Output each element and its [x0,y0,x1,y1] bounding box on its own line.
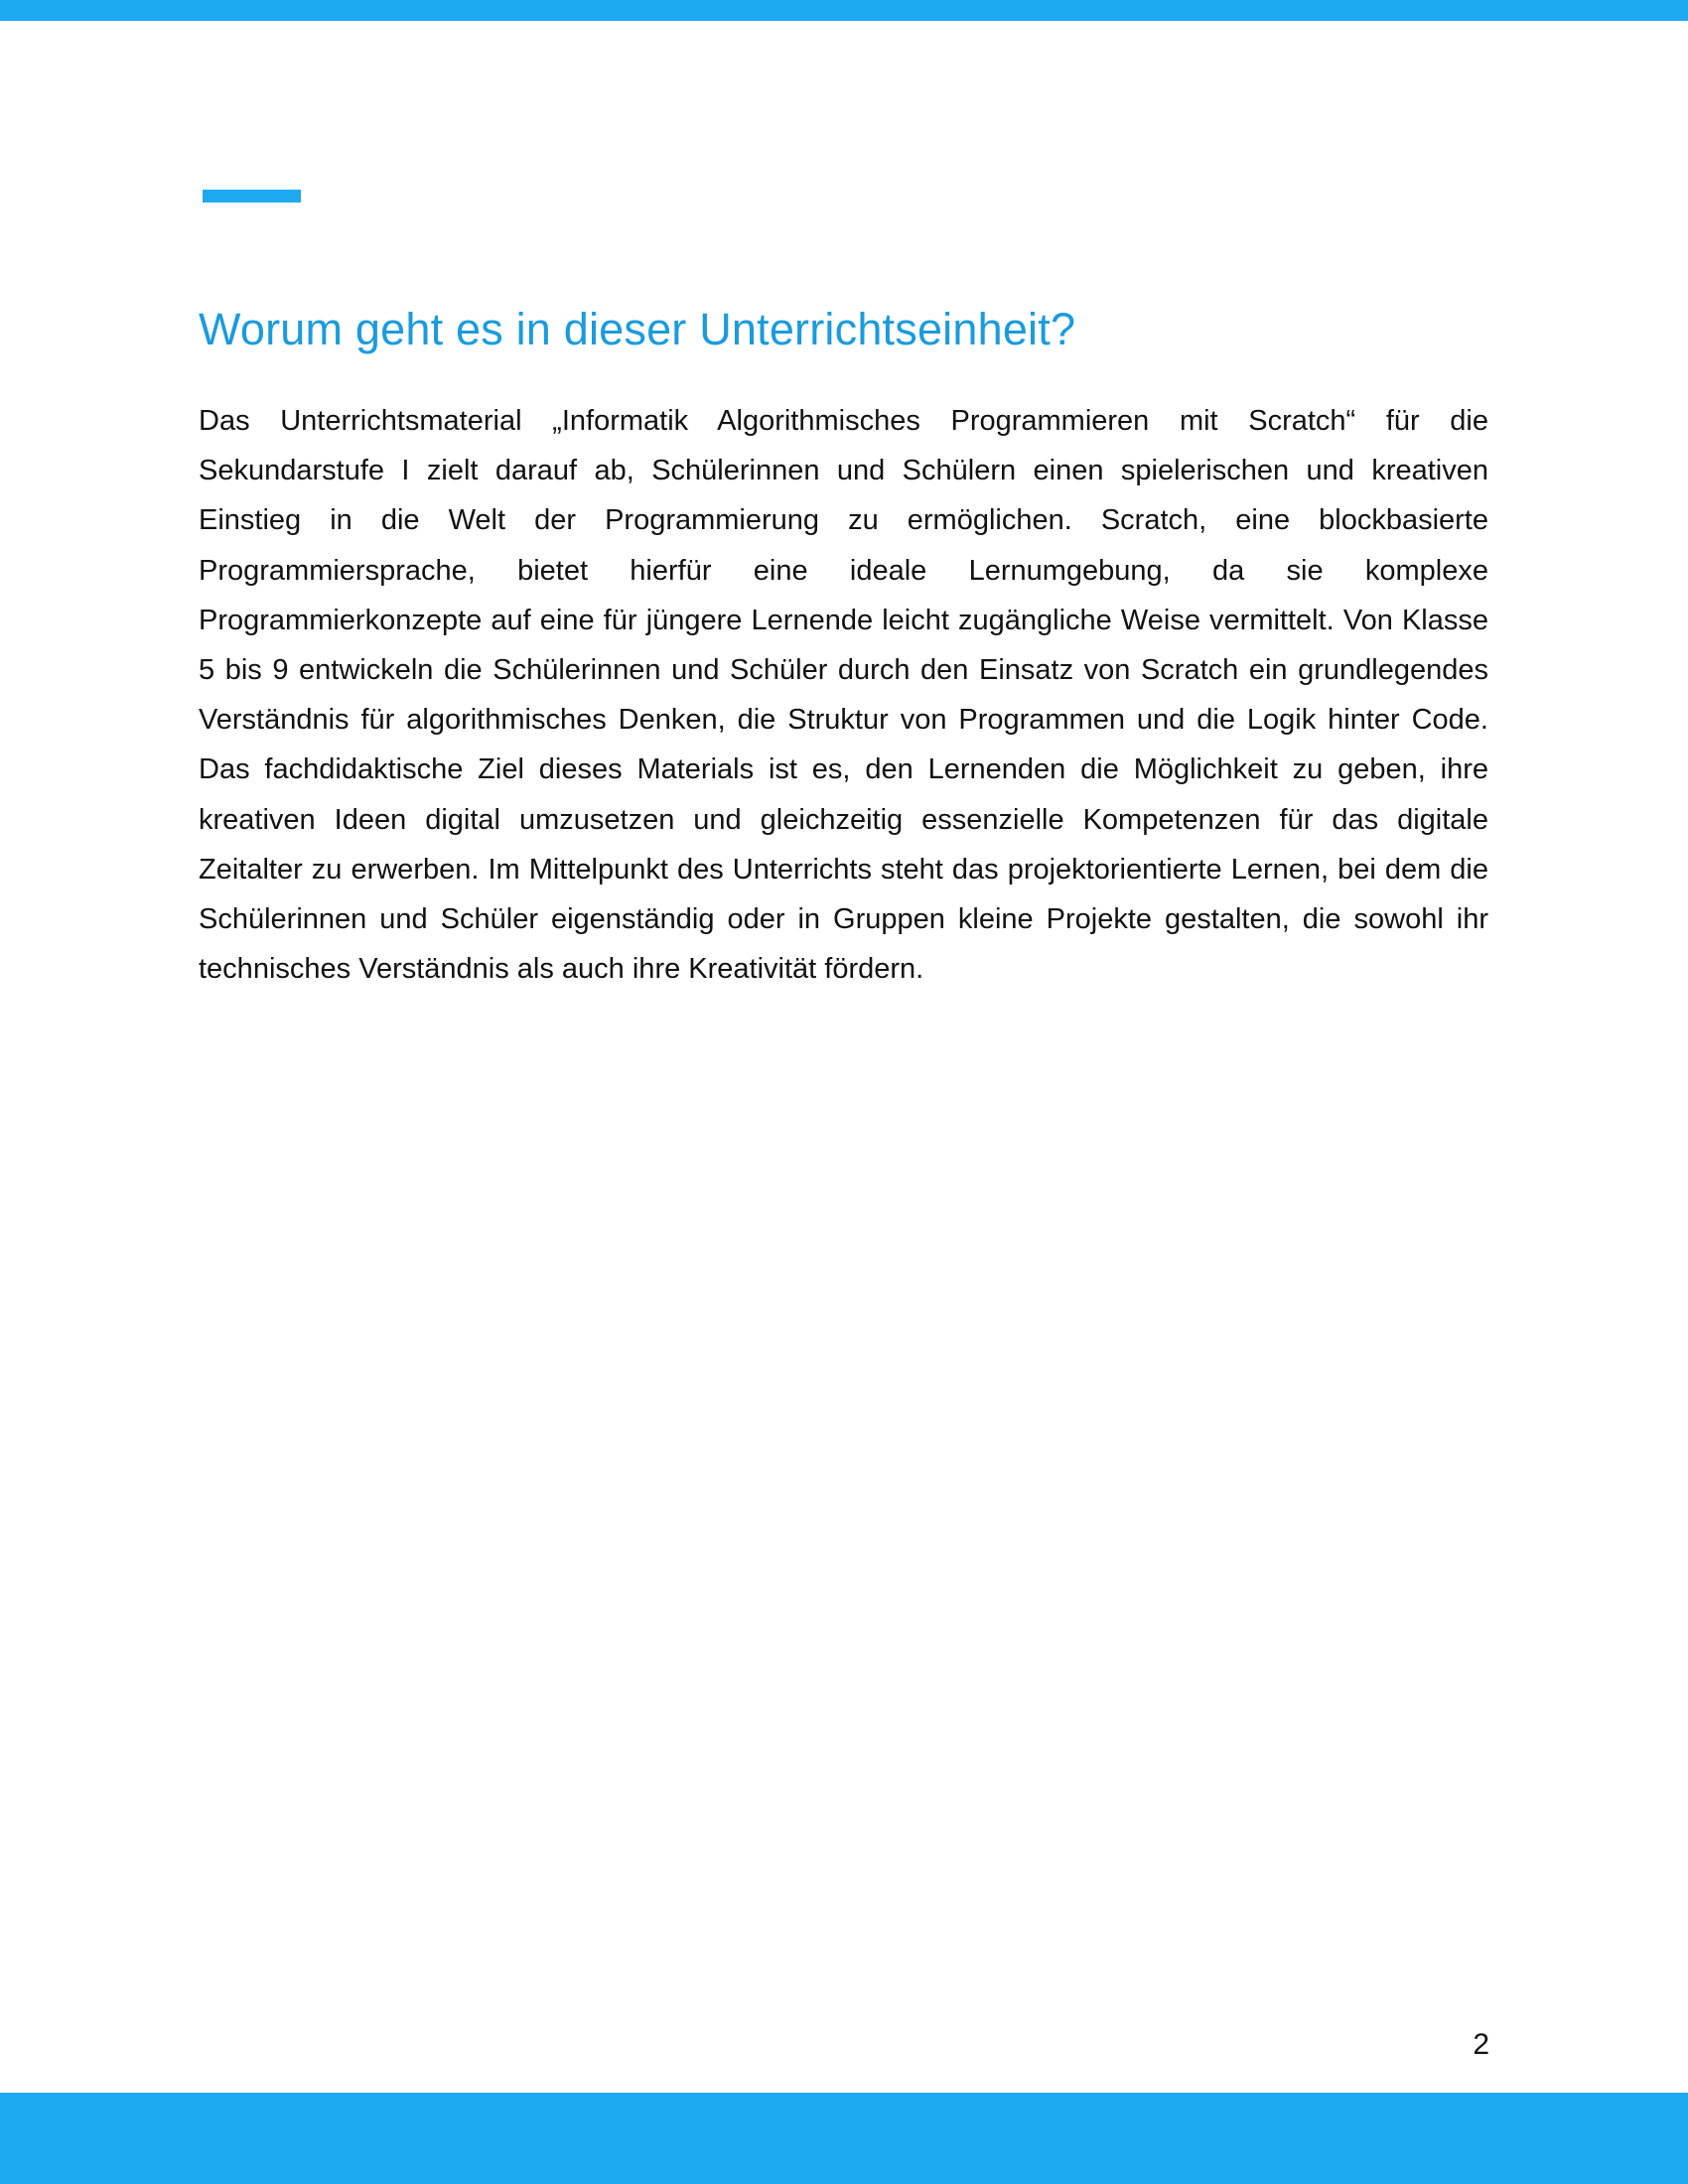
bottom-accent-bar [0,2093,1688,2184]
section-accent-dash [203,190,301,203]
page-title: Worum geht es in dieser Unterrichtseinheit? [199,304,1076,354]
page-number: 2 [1473,2028,1489,2061]
top-accent-bar [0,0,1688,21]
body-paragraph: Das Unterrichtsmaterial „Informatik Algorithmisches Programmieren mit Scratch“ für die Sekundarstufe I zielt darauf ab, Schülerinnen und Schülern einen spielerischen und kreativen Einstieg in die Welt der Programmierung zu ermöglichen. Scratch, eine blockbasierte Programmiersprache, bietet hierfür eine ideale Lernumgebung, da sie komplexe Programmierkonzepte auf eine für jüngere Lernende leicht zugängliche Weise vermittelt. Von Klasse 5 bis 9 entwickeln die Schülerinnen und Schüler durch den Einsatz von Scratch ein grundlegendes Verständnis für algorithmisches Denken, die Struktur von Programmen und die Logik hinter Code. Das fachdidaktische Ziel dieses Materials ist es, den Lernenden die Möglichkeit zu geben, ihre kreativen Ideen digital umzusetzen und gleichzeitig essenzielle Kompetenzen für das digitale Zeitalter zu erwerben. Im Mittelpunkt des Unterrichts steht das projektorientierte Lernen, bei dem die Schülerinnen und Schüler eigenständig oder in Gruppen kleine Projekte gestalten, die sowohl ihr technisches Verständnis als auch ihre Kreativität fördern. [199,405,1488,986]
